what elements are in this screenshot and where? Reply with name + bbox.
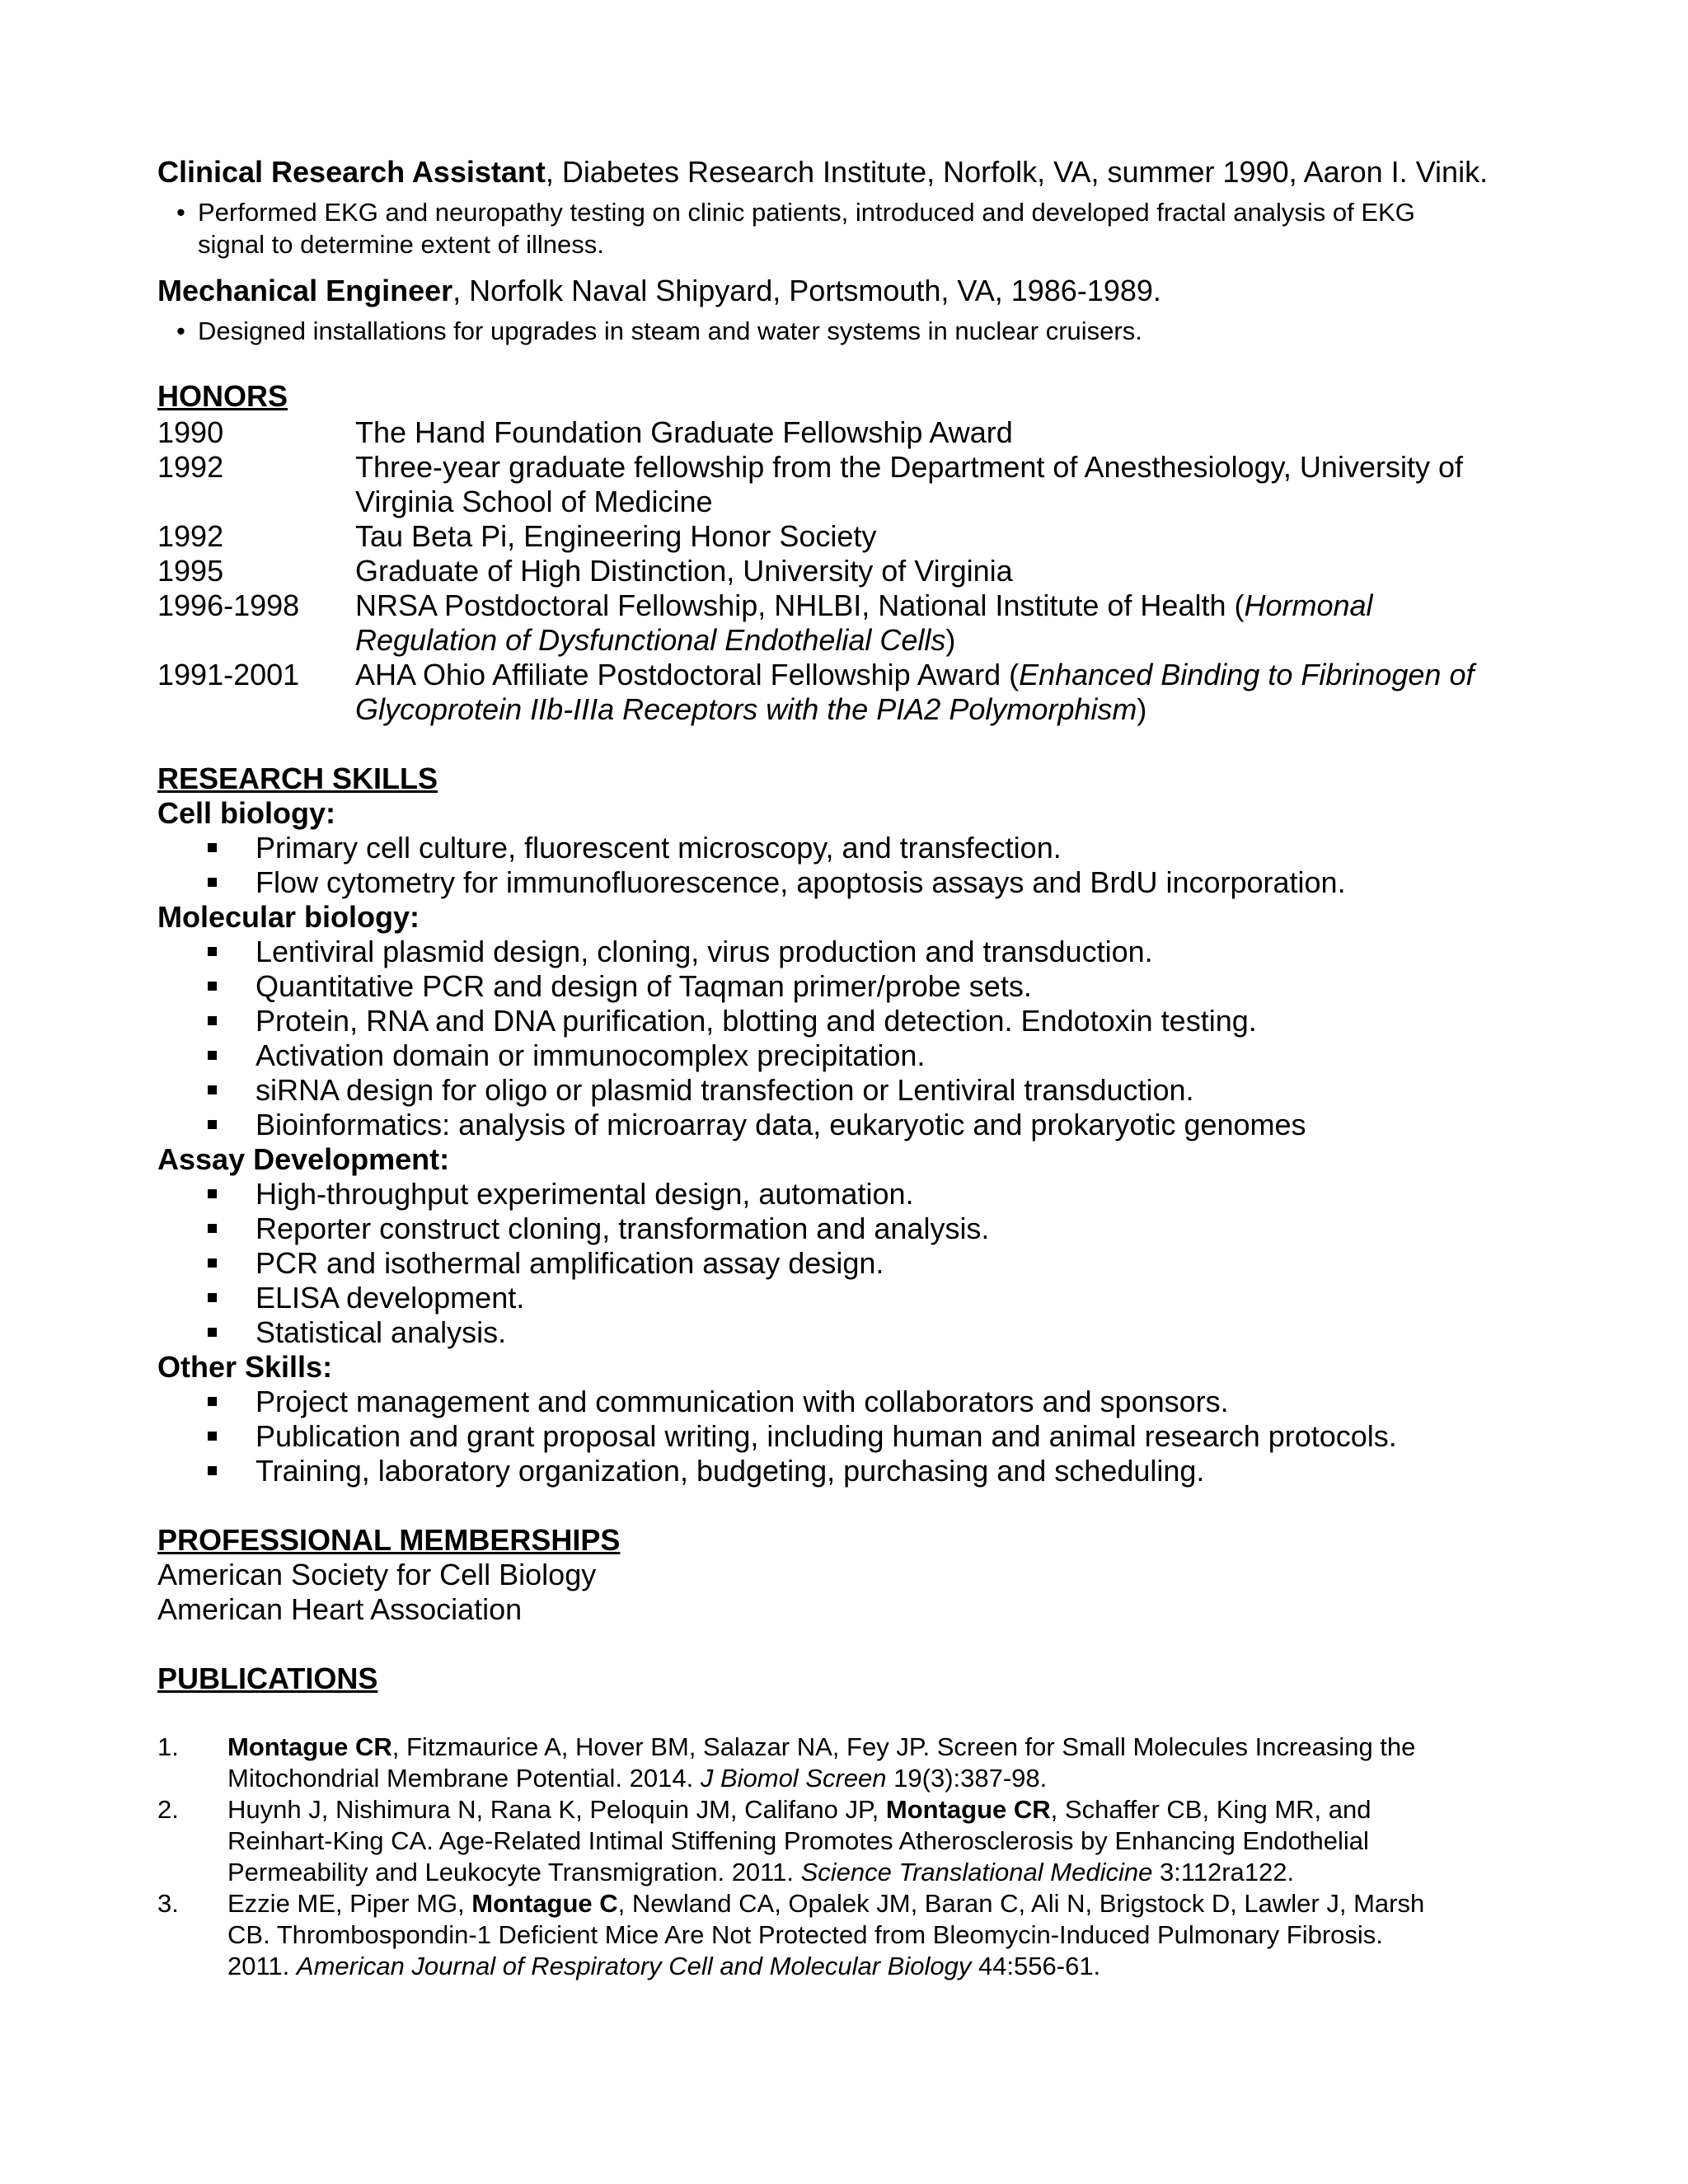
skill-item: High-throughput experimental design, automation. xyxy=(208,1176,914,1212)
skill-item: PCR and isothermal amplification assay design. xyxy=(208,1245,884,1282)
job-title: Mechanical Engineer xyxy=(157,274,453,307)
skill-group-title: Assay Development: xyxy=(157,1142,450,1176)
skill-item: Project management and communication with collaborators and sponsors. xyxy=(208,1384,1229,1420)
square-bullet-icon xyxy=(208,1016,217,1025)
publication-line: Mitochondrial Membrane Potential. 2014. J Biomol Screen 19(3):387-98. xyxy=(227,1764,1048,1793)
bullet-dot-icon: • xyxy=(176,198,185,227)
job-bullet-line: Performed EKG and neuropathy testing on clinic patients, introduced and developed fractal analysis of EKG xyxy=(198,198,1415,227)
skill-group-title: Other Skills: xyxy=(157,1350,333,1384)
job-details: , Norfolk Naval Shipyard, Portsmouth, VA, 1986-1989. xyxy=(452,274,1161,307)
section-heading-research-skills: RESEARCH SKILLS xyxy=(157,762,438,795)
publication-number: 1. xyxy=(157,1732,179,1761)
job-bullet-continuation xyxy=(176,228,604,260)
honor-text-continuation: Virginia School of Medicine xyxy=(355,485,713,518)
section-heading-publications: PUBLICATIONS xyxy=(157,1661,378,1695)
honor-year: 1990 xyxy=(157,415,224,449)
publication-line: Permeability and Leukocyte Transmigration. 2011. Science Translational Medicine 3:112ra122. xyxy=(227,1858,1295,1886)
job-bullet xyxy=(176,196,1415,228)
job-title: Clinical Research Assistant xyxy=(157,155,546,189)
section-heading-honors: HONORS xyxy=(157,379,288,413)
square-bullet-icon xyxy=(208,1432,217,1441)
publication-number: 3. xyxy=(157,1889,179,1918)
job-bullet-line: Designed installations for upgrades in steam and water systems in nuclear cruisers. xyxy=(198,316,1142,345)
membership-item: American Heart Association xyxy=(157,1592,523,1626)
skill-item: Flow cytometry for immunofluorescence, apoptosis assays and BrdU incorporation. xyxy=(208,865,1346,901)
honor-text: Graduate of High Distinction, University of Virginia xyxy=(355,554,1013,588)
square-bullet-icon xyxy=(208,1189,217,1198)
skill-item: Bioinformatics: analysis of microarray data, eukaryotic and prokaryotic genomes xyxy=(208,1107,1306,1143)
job-entry-mechanical-engineer xyxy=(157,273,1161,309)
skill-group-title: Molecular biology: xyxy=(157,900,420,934)
honor-text-continuation: Glycoprotein IIb-IIIa Receptors with the PIA2 Polymorphism) xyxy=(355,692,1147,726)
honor-text: Tau Beta Pi, Engineering Honor Society xyxy=(355,519,877,553)
job-entry-clinical-research-assistant xyxy=(157,154,1488,190)
skill-item: Primary cell culture, fluorescent microscopy, and transfection. xyxy=(208,830,1062,866)
membership-item: American Society for Cell Biology xyxy=(157,1558,597,1591)
skill-item: Activation domain or immunocomplex precipitation. xyxy=(208,1038,925,1074)
square-bullet-icon xyxy=(208,982,217,991)
publication-line: Reinhart-King CA. Age-Related Intimal Stiffening Promotes Atherosclerosis by Enhancing Endothelial xyxy=(227,1826,1369,1855)
publication-line: CB. Thrombospondin-1 Deficient Mice Are Not Protected from Bleomycin-Induced Pulmonary Fibrosis. xyxy=(227,1920,1383,1949)
skill-item: Publication and grant proposal writing, including human and animal research protocols. xyxy=(208,1418,1397,1455)
publication-line: Huynh J, Nishimura N, Rana K, Peloquin JM, Califano JP, Montague CR, Schaffer CB, King MR, and xyxy=(227,1795,1372,1824)
job-bullet xyxy=(176,315,1142,347)
skill-group-title: Cell biology: xyxy=(157,796,335,830)
honor-year: 1992 xyxy=(157,450,224,484)
honor-year: 1995 xyxy=(157,554,224,588)
skill-item: Reporter construct cloning, transformation and analysis. xyxy=(208,1211,989,1247)
square-bullet-icon xyxy=(208,878,217,887)
square-bullet-icon xyxy=(208,1397,217,1406)
job-details: , Diabetes Research Institute, Norfolk, VA, summer 1990, Aaron I. Vinik. xyxy=(545,155,1489,189)
publication-line: 2011. American Journal of Respiratory Cell and Molecular Biology 44:556-61. xyxy=(227,1952,1101,1980)
square-bullet-icon xyxy=(208,1293,217,1302)
skill-item: siRNA design for oligo or plasmid transfection or Lentiviral transduction. xyxy=(208,1072,1194,1108)
skill-item: ELISA development. xyxy=(208,1280,524,1316)
publication-line: Montague CR, Fitzmaurice A, Hover BM, Salazar NA, Fey JP. Screen for Small Molecules Increasing the xyxy=(227,1732,1416,1761)
skill-item: Lentiviral plasmid design, cloning, virus production and transduction. xyxy=(208,934,1153,970)
honor-year: 1991-2001 xyxy=(157,658,300,691)
square-bullet-icon xyxy=(208,1051,217,1060)
honor-year: 1996-1998 xyxy=(157,588,300,622)
publication-number: 2. xyxy=(157,1795,179,1824)
square-bullet-icon xyxy=(208,1328,217,1337)
honor-year: 1992 xyxy=(157,519,224,553)
square-bullet-icon xyxy=(208,1466,217,1475)
square-bullet-icon xyxy=(208,1224,217,1233)
section-heading-memberships: PROFESSIONAL MEMBERSHIPS xyxy=(157,1523,621,1557)
bullet-dot-icon: • xyxy=(176,316,185,345)
square-bullet-icon xyxy=(208,947,217,956)
skill-item: Training, laboratory organization, budgeting, purchasing and scheduling. xyxy=(208,1453,1204,1489)
publication-line: Ezzie ME, Piper MG, Montague C, Newland CA, Opalek JM, Baran C, Ali N, Brigstock D, Lawler J, Marsh xyxy=(227,1889,1425,1918)
square-bullet-icon xyxy=(208,843,217,852)
skill-item: Quantitative PCR and design of Taqman primer/probe sets. xyxy=(208,968,1032,1005)
job-bullet-line: signal to determine extent of illness. xyxy=(198,230,604,259)
honor-text: Three-year graduate fellowship from the Department of Anesthesiology, University of xyxy=(355,450,1463,484)
honor-text-continuation: Regulation of Dysfunctional Endothelial Cells) xyxy=(355,623,956,657)
square-bullet-icon xyxy=(208,1085,217,1094)
honor-text: The Hand Foundation Graduate Fellowship Award xyxy=(355,415,1013,449)
honor-text: NRSA Postdoctoral Fellowship, NHLBI, National Institute of Health (Hormonal xyxy=(355,588,1373,622)
square-bullet-icon xyxy=(208,1258,217,1268)
honor-text: AHA Ohio Affiliate Postdoctoral Fellowship Award (Enhanced Binding to Fibrinogen of xyxy=(355,658,1475,691)
skill-item: Protein, RNA and DNA purification, blotting and detection. Endotoxin testing. xyxy=(208,1003,1257,1039)
square-bullet-icon xyxy=(208,1120,217,1129)
skill-item: Statistical analysis. xyxy=(208,1315,506,1351)
